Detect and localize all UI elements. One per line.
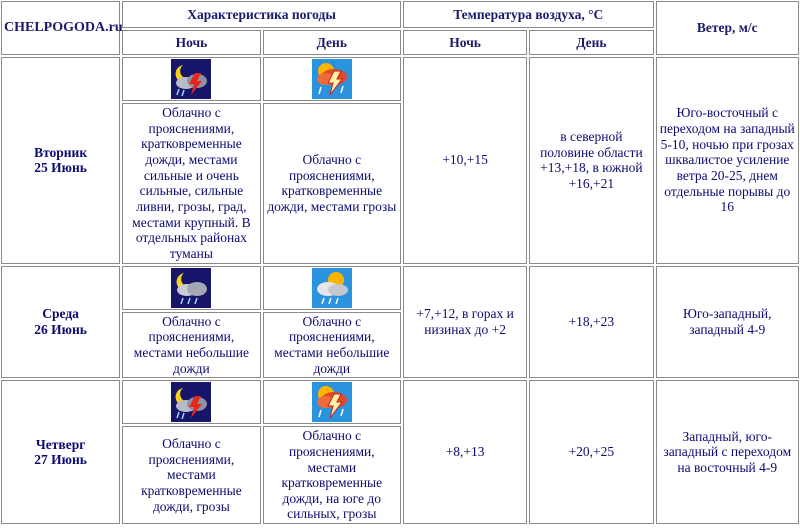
day-row-icons	[1, 266, 799, 310]
wind-description: Юго-восточный с переходом на западный 5-10, ночью при грозах шквалистое усиление ветра 20-25, днем отдельные порывы до 16	[656, 57, 800, 264]
night-description: Облачно с прояснениями, кратковременные дожди, местами сильные и очень сильные, сильные ливни, грозы, град, местами крупный. В отдельных районах туманы	[122, 103, 260, 264]
day-row-icons	[1, 380, 799, 424]
day-icon-cell	[263, 380, 401, 424]
weekday: Вторник	[34, 144, 88, 160]
date: 25 Июнь	[34, 160, 87, 176]
rain-day-icon	[312, 268, 352, 308]
rain-night-icon	[171, 268, 211, 308]
night-temperature: +7,+12, в горах и низинах до +2	[403, 266, 527, 379]
day-label	[1, 57, 120, 264]
wind-description: Западный, юго-западный с переходом на восточный 4-9	[656, 380, 800, 524]
day-description: Облачно с прояснениями, местами небольшие дожди	[263, 312, 401, 379]
day-icon-cell	[263, 57, 401, 101]
wind-description: Юго-западный, западный 4-9	[656, 266, 800, 379]
night-icon-cell	[122, 380, 260, 424]
thunderstorm-day-icon	[312, 382, 352, 422]
date: 27 Июнь	[34, 452, 87, 468]
day-temperature: в северной половине области +13,+18, в южной +16,+21	[529, 57, 653, 264]
night-description: Облачно с прояснениями, местами небольшие дожди	[122, 312, 260, 379]
day-header: День	[263, 30, 401, 55]
thunderstorm-day-icon	[312, 59, 352, 99]
night-icon-cell	[122, 57, 260, 101]
wind-header: Ветер, м/с	[656, 1, 800, 55]
weekday: Четверг	[35, 436, 86, 452]
day-label	[1, 266, 120, 379]
weather-characteristics-header: Характеристика погоды	[122, 1, 401, 28]
night-temperature: +10,+15	[403, 57, 527, 264]
night-temp-header: Ночь	[403, 30, 527, 55]
thunderstorm-night-icon	[171, 382, 211, 422]
night-temperature: +8,+13	[403, 380, 527, 524]
night-description: Облачно с прояснениями, местами кратковременные дожди, грозы	[122, 426, 260, 524]
weekday: Среда	[42, 306, 79, 322]
day-label	[1, 380, 120, 524]
day-temp-header: День	[529, 30, 653, 55]
date: 26 Июнь	[34, 321, 87, 337]
day-temperature: +18,+23	[529, 266, 653, 379]
day-row-icons	[1, 57, 799, 101]
night-header: Ночь	[122, 30, 260, 55]
header-row-top	[1, 1, 799, 28]
site-title[interactable]: CHELPOGODA.ru	[1, 1, 120, 55]
day-icon-cell	[263, 266, 401, 310]
temperature-header: Температура воздуха, °C	[403, 1, 654, 28]
night-icon-cell	[122, 266, 260, 310]
thunderstorm-night-icon	[171, 59, 211, 99]
day-temperature: +20,+25	[529, 380, 653, 524]
day-description: Облачно с прояснениями, местами кратковременные дожди, на юге до сильных, грозы	[263, 426, 401, 524]
day-description: Облачно с прояснениями, кратковременные дожди, местами грозы	[263, 103, 401, 264]
